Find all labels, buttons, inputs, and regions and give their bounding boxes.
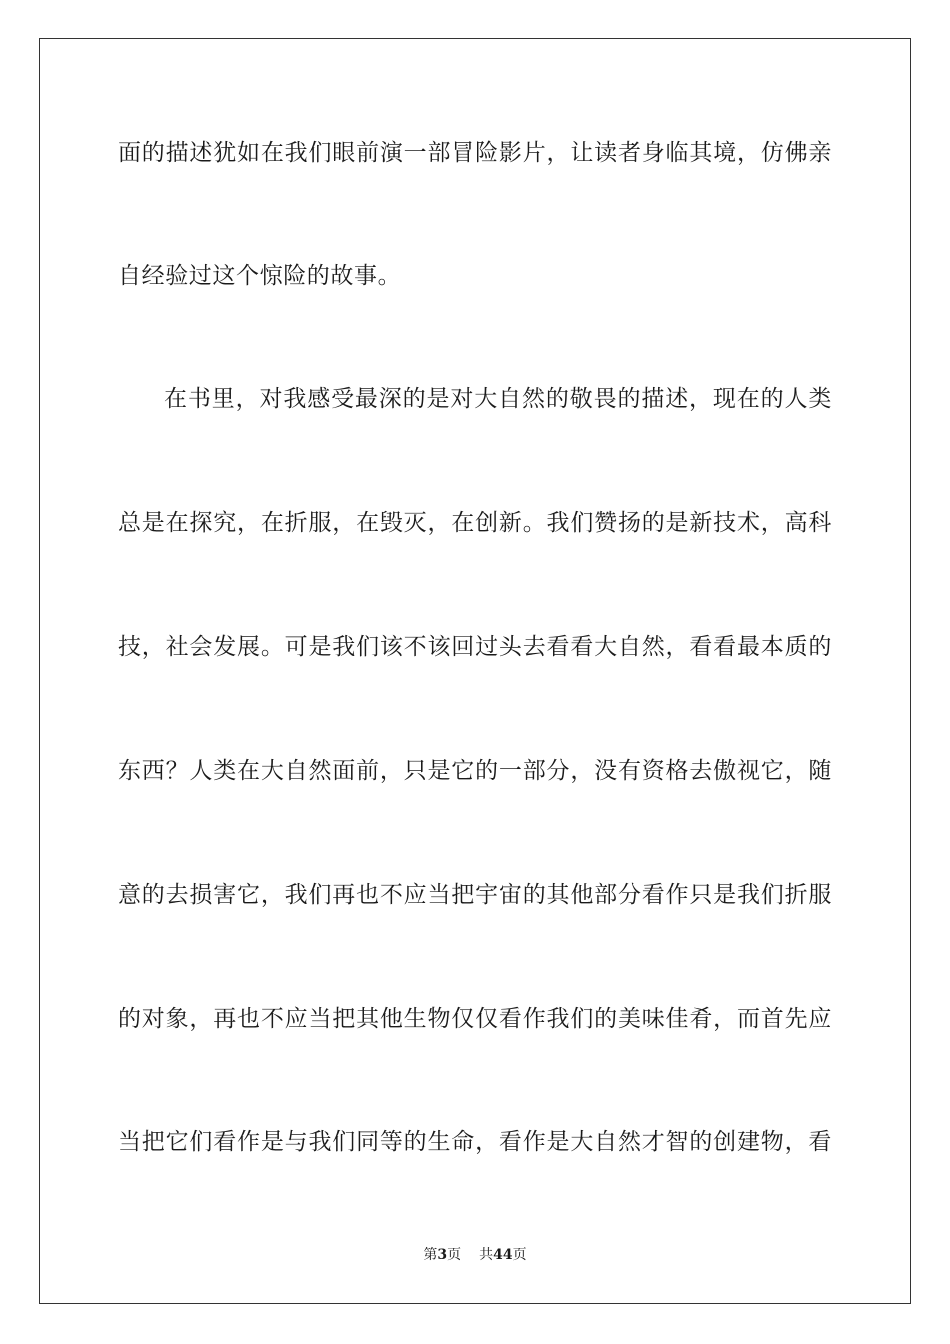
paragraph-start-line: 在书里，对我感受最深的是对大自然的敬畏的描述，现在的人类 (164, 386, 832, 412)
total-suffix: 页 (512, 1247, 527, 1263)
text-line-8: 的对象，再也不应当把其他生物仅仅看作我们的美味佳肴，而首先应 (118, 1006, 832, 1032)
page-border (39, 38, 911, 1304)
text-line-1: 面的描述犹如在我们眼前演一部冒险影片，让读者身临其境，仿佛亲 (118, 140, 832, 166)
text-line-4: 总是在探究，在折服，在毁灭，在创新。我们赞扬的是新技术，高科 (118, 510, 832, 536)
text-line-5: 技，社会发展。可是我们该不该回过头去看看大自然，看看最本质的 (118, 634, 832, 660)
page-footer (0, 1246, 950, 1264)
text-line-2: 自经验过这个惊险的故事。 (118, 263, 402, 289)
total-prefix: 共 (479, 1247, 494, 1263)
page-suffix: 页 (447, 1247, 462, 1263)
page-number: 3 (437, 1247, 448, 1263)
text-line-9: 当把它们看作是与我们同等的生命，看作是大自然才智的创建物，看 (118, 1129, 832, 1155)
total-pages: 44 (493, 1247, 513, 1263)
page-prefix: 第 (423, 1247, 438, 1263)
text-line-6: 东西？人类在大自然面前，只是它的一部分，没有资格去傲视它，随 (118, 758, 832, 784)
text-line-7: 意的去损害它，我们再也不应当把宇宙的其他部分看作只是我们折服 (118, 882, 832, 908)
